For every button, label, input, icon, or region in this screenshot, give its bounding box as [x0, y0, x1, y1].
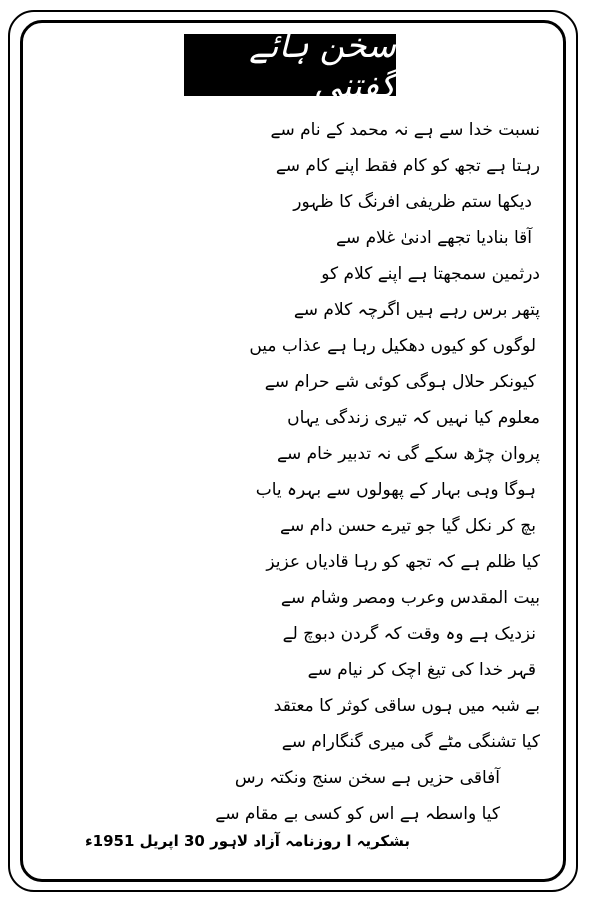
poem-line: بچ کر نکل گیا جو تیرے حسن دام سے — [280, 516, 536, 536]
poem-line: رہتا ہے تجھ کو کام فقط اپنے کام سے — [275, 156, 540, 176]
poem-body — [60, 112, 540, 832]
poem-line: نسبت خدا سے ہے نہ محمد کے نام سے — [270, 120, 540, 140]
poem-title: سخن ہائے گفتنی — [184, 34, 396, 96]
poem-line: درثمین سمجھتا ہے اپنے کلام کو — [321, 264, 540, 284]
poem-line: معلوم کیا نہیں کہ تیری زندگی یہاں — [287, 408, 540, 428]
poem-line: دیکھا ستم ظریفی افرنگ کا ظہور — [293, 192, 532, 212]
poem-line: ہوگا وہی بہار کے پھولوں سے بہرہ یاب — [255, 480, 536, 500]
poem-line: پتھر برس رہے ہیں اگرچہ کلام سے — [293, 300, 540, 320]
poem-line: پروان چڑھ سکے گی نہ تدبیر خام سے — [277, 444, 540, 464]
poem-line: نزدیک ہے وہ وقت کہ گردن دبوچ لے — [282, 624, 536, 644]
poem-line: آفاقی حزیں ہے سخن سنج ونکتہ رس — [234, 768, 500, 788]
poem-line: کیونکر حلال ہوگی کوئی شے حرام سے — [264, 372, 536, 392]
poem-line: قہر خدا کی تیغ اچک کر نیام سے — [307, 660, 536, 680]
poem-line: بیت المقدس وعرب ومصر وشام سے — [280, 588, 540, 608]
poem-line: لوگوں کو کیوں دھکیل رہا ہے عذاب میں — [249, 336, 536, 356]
source-credit: بشکریہ ا روزنامہ آزاد لاہور 30 اپریل 1951ء — [85, 832, 411, 850]
poem-line: آقا بنادیا تجھے ادنیٰ غلام سے — [335, 228, 532, 248]
poem-line: کیا واسطہ ہے اس کو کسی بے مقام سے — [215, 804, 500, 824]
poem-line: کیا ظلم ہے کہ تجھ کو رہا قادیاں عزیز — [266, 552, 540, 572]
poem-line: بے شبہ میں ہوں ساقی کوثر کا معتقد — [273, 696, 540, 716]
poem-line: کیا تشنگی مٹے گی میری گنگارام سے — [281, 732, 540, 752]
